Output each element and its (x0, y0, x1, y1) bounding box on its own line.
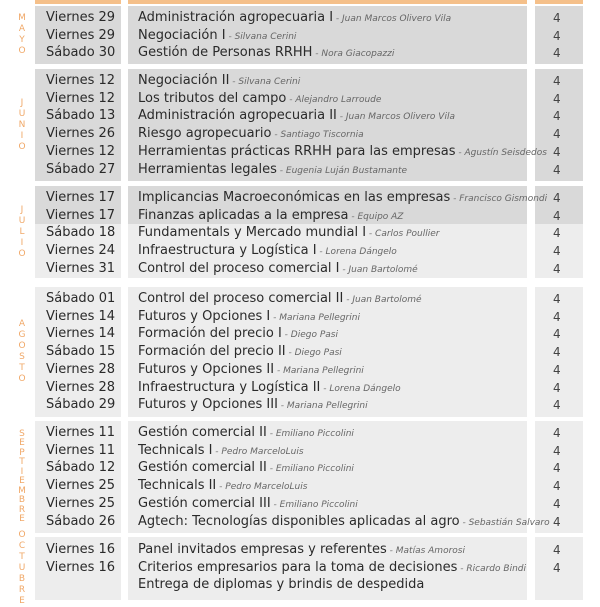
session-teacher: Diego Pasi (290, 330, 338, 341)
subject-title: Fundamentals y Mercado mundial I (138, 225, 367, 241)
session-subject (138, 513, 550, 532)
subject-title: Gestión de Personas RRHH (138, 45, 313, 61)
session-row (0, 44, 600, 62)
teacher-separator: - (336, 112, 346, 123)
session-row (0, 459, 600, 477)
session-row (0, 325, 600, 343)
session-subject (138, 442, 304, 461)
session-subject (138, 343, 342, 362)
subject-title: Herramientas prácticas RRHH para las empresas (138, 143, 456, 159)
session-date: Viernes 14 (46, 308, 116, 324)
session-date: Viernes 11 (46, 425, 116, 440)
subject-title: Negociación II (138, 73, 230, 88)
subject-title: Los tributos del campo (138, 90, 287, 106)
session-row (0, 72, 600, 90)
session-row (0, 207, 600, 225)
session-date: Viernes 26 (46, 126, 116, 142)
session-subject (138, 260, 418, 279)
session-hours: 4 (553, 327, 561, 342)
session-teacher: Juan Bartolomé (348, 264, 418, 275)
month-block-agosto (0, 287, 600, 417)
session-date: Viernes 16 (46, 559, 116, 575)
teacher-separator: - (266, 429, 276, 439)
session-row (0, 495, 600, 513)
subject-title: Finanzas aplicadas a la empresa (138, 207, 349, 223)
session-subject (138, 541, 465, 560)
subject-title: Agtech: Tecnologías disponibles aplicadas al agro (138, 513, 460, 529)
teacher-separator: - (333, 14, 343, 24)
session-date: Sábado 01 (46, 291, 116, 306)
session-date: Viernes 16 (46, 542, 116, 557)
session-date: Viernes 31 (46, 260, 116, 276)
subject-title: Criterios empresarios para la toma de decisiones (138, 559, 458, 575)
subject-title: Administración agropecuaria I (138, 10, 334, 25)
session-row (0, 189, 600, 207)
session-hours: 4 (553, 496, 561, 511)
month-block-octubre (0, 530, 600, 606)
teacher-separator: - (450, 194, 460, 204)
month-label: A G O S T O (18, 319, 26, 384)
session-date: Sábado 15 (46, 344, 116, 360)
session-hours: 4 (553, 208, 561, 223)
teacher-separator: - (285, 348, 295, 359)
teacher-separator: - (339, 264, 349, 275)
subject-title: Gestión comercial II (138, 425, 267, 440)
teacher-separator: - (212, 446, 222, 457)
subject-title: Herramientas legales (138, 161, 277, 177)
month-label: O C T U B R E (18, 530, 26, 606)
session-teacher: Emiliano Piccolini (275, 464, 354, 475)
session-hours: 4 (553, 127, 561, 142)
session-teacher: Equipo AZ (357, 211, 404, 222)
subject-title: Control del proceso comercial II (138, 291, 344, 306)
session-subject (138, 576, 424, 594)
session-hours: 4 (553, 426, 561, 440)
session-teacher: Matías Amorosi (395, 546, 465, 556)
session-teacher: Mariana Pellegrini (279, 312, 360, 323)
session-subject (138, 424, 354, 443)
teacher-separator: - (225, 31, 235, 42)
session-row (0, 541, 600, 559)
subject-title: Formación del precio I (138, 326, 282, 342)
subject-title: Riesgo agropecuario (138, 126, 272, 142)
session-row (0, 9, 600, 27)
session-hours: 4 (553, 261, 561, 276)
month-label: S E P T I E M B R E (18, 428, 26, 524)
session-teacher: Santiago Tiscornia (280, 130, 364, 141)
teacher-separator: - (312, 49, 322, 60)
session-hours: 4 (553, 226, 561, 241)
session-teacher: Silvana Cerini (238, 77, 301, 87)
session-hours: 4 (553, 46, 561, 61)
month-block-mayo (0, 6, 600, 64)
session-row (0, 27, 600, 45)
top-bar (35, 0, 121, 4)
month-label: M A Y O (18, 13, 26, 56)
teacher-separator: - (286, 94, 296, 105)
session-date: Sábado 26 (46, 513, 116, 529)
teacher-separator: - (316, 247, 326, 258)
session-subject (138, 90, 381, 109)
month-block-junio (0, 69, 600, 181)
session-date: Viernes 17 (46, 207, 116, 223)
session-teacher: Ricardo Bindi (466, 563, 526, 574)
top-bar (128, 0, 527, 4)
session-subject (138, 44, 394, 63)
session-hours: 4 (553, 11, 561, 25)
session-hours: 4 (553, 461, 561, 476)
session-date: Sábado 30 (46, 45, 116, 61)
session-subject (138, 143, 547, 162)
session-subject (138, 361, 364, 380)
session-teacher: Emiliano Piccolini (275, 429, 354, 439)
session-teacher: Eugenia Luján Bustamante (285, 165, 408, 176)
subject-title: Infraestructura y Logística II (138, 379, 321, 395)
subject-title: Technicals I (138, 442, 213, 458)
session-teacher: Lorena Dángelo (329, 383, 401, 394)
session-row (0, 242, 600, 260)
subject-title: Futuros y Opciones II (138, 361, 275, 377)
teacher-separator: - (386, 546, 396, 556)
subject-title: Futuros y Opciones III (138, 397, 278, 413)
session-subject (138, 379, 401, 398)
teacher-separator: - (270, 312, 280, 323)
session-hours: 4 (553, 309, 561, 324)
teacher-separator: - (276, 165, 286, 176)
session-row (0, 308, 600, 326)
session-subject (138, 107, 455, 126)
session-teacher: Sebastián Salvaro (468, 517, 550, 528)
session-date: Viernes 12 (46, 90, 116, 106)
session-hours: 4 (553, 109, 561, 124)
month-label: J U L I O (18, 204, 26, 259)
session-hours: 4 (553, 514, 561, 529)
session-subject (138, 325, 338, 344)
teacher-separator: - (348, 211, 358, 222)
session-teacher: Silvana Cerini (234, 31, 297, 42)
session-row (0, 260, 600, 278)
session-date: Sábado 27 (46, 161, 116, 177)
subject-title: Gestión comercial III (138, 495, 271, 511)
teacher-separator: - (229, 77, 239, 87)
session-row (0, 576, 600, 594)
teacher-separator: - (459, 517, 469, 528)
teacher-separator: - (271, 130, 281, 141)
session-hours: 4 (553, 74, 561, 88)
session-hours: 4 (553, 345, 561, 360)
session-hours: 4 (553, 28, 561, 43)
session-subject (138, 27, 296, 46)
session-row (0, 290, 600, 308)
session-date: Sábado 13 (46, 108, 116, 124)
subject-title: Entrega de diplomas y brindis de despedida (138, 577, 425, 593)
session-subject (138, 308, 360, 327)
session-row (0, 396, 600, 414)
session-row (0, 125, 600, 143)
session-teacher: Carlos Poullier (375, 229, 440, 240)
session-hours: 4 (553, 443, 561, 458)
session-teacher: Juan Marcos Olivero Vila (345, 112, 455, 123)
subject-title: Administración agropecuaria II (138, 108, 337, 124)
session-row (0, 161, 600, 179)
month-label: J U N I O (18, 97, 26, 152)
session-date: Sábado 18 (46, 225, 116, 241)
session-row (0, 143, 600, 161)
subject-title: Negociación I (138, 27, 226, 43)
teacher-separator: - (270, 499, 280, 510)
session-date: Viernes 29 (46, 10, 116, 25)
session-teacher: Pedro MarceloLuis (225, 482, 308, 493)
month-block-julio (0, 186, 600, 278)
subject-title: Futuros y Opciones I (138, 308, 271, 324)
session-hours: 4 (553, 191, 561, 205)
session-hours: 4 (553, 244, 561, 259)
session-date: Viernes 12 (46, 143, 116, 159)
session-teacher: Pedro MarceloLuis (221, 446, 304, 457)
top-bar (535, 0, 583, 4)
subject-title: Infraestructura y Logística I (138, 243, 317, 259)
session-subject (138, 559, 526, 578)
session-row (0, 224, 600, 242)
session-row (0, 90, 600, 108)
session-teacher: Alejandro Larroude (295, 94, 382, 105)
session-row (0, 107, 600, 125)
subject-title: Control del proceso comercial I (138, 260, 340, 276)
session-teacher: Diego Pasi (294, 348, 342, 359)
session-teacher: Mariana Pellegrini (286, 401, 368, 412)
session-date: Viernes 28 (46, 361, 116, 377)
session-row (0, 559, 600, 577)
session-hours: 4 (553, 292, 561, 306)
session-teacher: Agustín Seisdedos (464, 147, 547, 158)
session-subject (138, 189, 547, 208)
session-date: Viernes 11 (46, 442, 116, 458)
session-subject (138, 477, 307, 496)
session-teacher: Lorena Dángelo (325, 247, 397, 258)
session-hours: 4 (553, 560, 561, 575)
session-hours: 4 (553, 144, 561, 159)
subject-title: Panel invitados empresas y referentes (138, 542, 387, 557)
subject-title: Formación del precio II (138, 344, 286, 360)
teacher-separator: - (320, 383, 330, 394)
session-hours: 4 (553, 162, 561, 177)
session-hours: 4 (553, 479, 561, 494)
session-row (0, 361, 600, 379)
session-row (0, 442, 600, 460)
subject-title: Gestión comercial II (138, 460, 267, 476)
session-subject (138, 161, 407, 180)
month-block-septiembre (0, 421, 600, 533)
session-date: Viernes 29 (46, 27, 116, 43)
session-row (0, 513, 600, 531)
session-row (0, 477, 600, 495)
teacher-separator: - (455, 147, 465, 158)
session-teacher: Francisco Gismondi (459, 194, 548, 204)
session-hours: 4 (553, 91, 561, 106)
session-subject (138, 396, 368, 415)
session-subject (138, 125, 364, 144)
teacher-separator: - (457, 563, 467, 574)
session-row (0, 343, 600, 361)
session-row (0, 424, 600, 442)
session-teacher: Juan Marcos Olivero Vila (342, 14, 452, 24)
session-teacher: Mariana Pellegrini (283, 365, 364, 376)
session-subject (138, 207, 403, 226)
session-hours: 4 (553, 543, 561, 557)
session-date: Sábado 12 (46, 460, 116, 476)
session-subject (138, 495, 358, 514)
subject-title: Implicancias Macroeconómicas en las empresas (138, 190, 451, 205)
session-row (0, 379, 600, 397)
subject-title: Technicals II (138, 478, 217, 494)
session-teacher: Emiliano Piccolini (279, 499, 358, 510)
teacher-separator: - (277, 401, 287, 412)
session-date: Viernes 24 (46, 243, 116, 259)
session-date: Viernes 25 (46, 495, 116, 511)
session-date: Viernes 14 (46, 326, 116, 342)
session-subject (138, 459, 354, 478)
session-subject (138, 9, 451, 28)
session-subject (138, 290, 422, 309)
teacher-separator: - (266, 464, 276, 475)
session-date: Viernes 12 (46, 73, 116, 88)
session-teacher: Juan Bartolomé (352, 295, 422, 305)
session-subject (138, 72, 300, 91)
session-date: Sábado 29 (46, 397, 116, 413)
session-subject (138, 224, 439, 243)
session-date: Viernes 28 (46, 379, 116, 395)
session-date: Viernes 25 (46, 478, 116, 494)
session-subject (138, 242, 397, 261)
session-hours: 4 (553, 380, 561, 395)
session-hours: 4 (553, 398, 561, 413)
session-date: Viernes 17 (46, 190, 116, 205)
teacher-separator: - (281, 330, 291, 341)
teacher-separator: - (274, 365, 284, 376)
session-hours: 4 (553, 362, 561, 377)
teacher-separator: - (366, 229, 376, 240)
teacher-separator: - (343, 295, 353, 305)
session-teacher: Nora Giacopazzi (321, 49, 395, 60)
teacher-separator: - (216, 482, 226, 493)
